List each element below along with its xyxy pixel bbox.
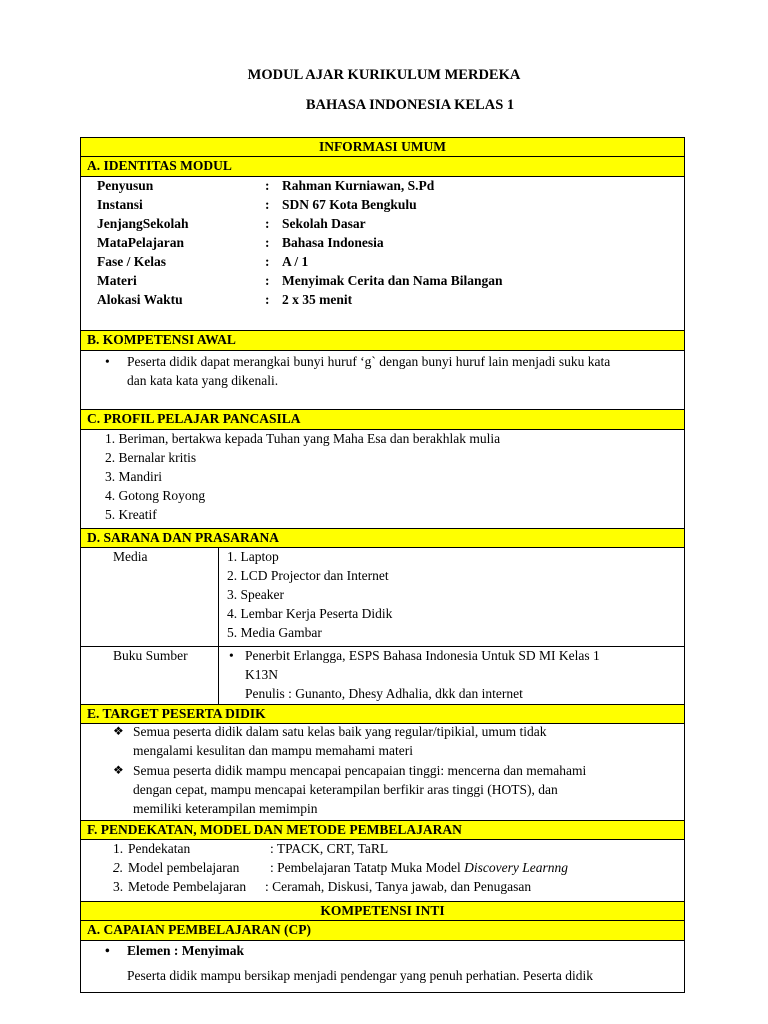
approach-label: Model pembelajaran [128, 860, 240, 875]
sarana-media-row [81, 548, 684, 647]
identity-value: 2 x 35 menit [282, 292, 353, 307]
heading-text: B. KOMPETENSI AWAL [87, 332, 236, 347]
buku-text-line: Penerbit Erlangga, ESPS Bahasa Indonesia Untuk SD MI Kelas 1 [245, 648, 600, 663]
media-item: 5. Media Gambar [227, 625, 322, 640]
list-number: 1. [113, 841, 124, 856]
profil-heading [81, 409, 684, 430]
list-item: 3. Mandiri [105, 469, 162, 484]
identity-label: Penyusun [97, 178, 154, 193]
section-title: INFORMASI UMUM [318, 139, 447, 154]
document-subtitle: BAHASA INDONESIA KELAS 1 [305, 97, 515, 113]
identitas-body [81, 177, 684, 328]
identity-value: SDN 67 Kota Bengkulu [282, 197, 417, 212]
kompetensi-awal-body [81, 351, 684, 409]
identity-label: Materi [97, 273, 137, 288]
identity-colon: : [265, 254, 270, 269]
list-item: 2. Bernalar kritis [105, 450, 197, 465]
media-label: Media [113, 549, 148, 564]
media-item: 1. Laptop [227, 549, 279, 564]
list-item: 5. Kreatif [105, 507, 157, 522]
heading-text: A. CAPAIAN PEMBELAJARAN (CP) [87, 922, 311, 937]
bullet-icon: • [105, 943, 110, 958]
section-title: KOMPETENSI INTI [320, 903, 445, 918]
approach-value: : Pembelajaran Tatatp Muka Model Discovery Learnng [270, 860, 568, 875]
bullet-icon: • [105, 354, 110, 369]
identity-value: Bahasa Indonesia [282, 235, 384, 250]
kompetensi-awal-heading [81, 330, 684, 351]
media-item: 3. Speaker [227, 587, 284, 602]
target-text-line: memiliki keterampilan memimpin [133, 801, 318, 816]
buku-text-line: K13N [245, 667, 278, 682]
heading-text: F. PENDEKATAN, MODEL DAN METODE PEMBELAJARAN [87, 822, 462, 837]
identity-label: Fase / Kelas [97, 254, 166, 269]
identity-colon: : [265, 235, 270, 250]
list-item: 1. Beriman, bertakwa kepada Tuhan yang Maha Esa dan berakhlak mulia [105, 431, 501, 446]
heading-text: C. PROFIL PELAJAR PANCASILA [87, 411, 301, 426]
body-text-line: dan kata kata yang dikenali. [127, 373, 279, 388]
pendekatan-body [81, 840, 684, 901]
media-item: 4. Lembar Kerja Peserta Didik [227, 606, 393, 621]
capaian-heading [81, 921, 684, 941]
identity-label: JenjangSekolah [97, 216, 189, 231]
identity-label: Instansi [97, 197, 143, 212]
buku-label: Buku Sumber [113, 648, 188, 663]
capaian-body [81, 941, 684, 993]
approach-label: Pendekatan [128, 841, 191, 856]
identity-label: MataPelajaran [97, 235, 184, 250]
profil-body [81, 430, 684, 526]
target-text-line: dengan cepat, mampu mencapai keterampilan berfikir aras tinggi (HOTS), dan [133, 782, 558, 797]
identity-value: Sekolah Dasar [282, 216, 366, 231]
target-text-line: Semua peserta didik dalam satu kelas baik yang regular/tipikial, umum tidak [133, 724, 547, 739]
identity-colon: : [265, 273, 270, 288]
target-body [81, 724, 684, 820]
media-item: 2. LCD Projector dan Internet [227, 568, 389, 583]
body-text-line: Peserta didik dapat merangkai bunyi huruf ‘g` dengan bunyi huruf lain menjadi suku kata [127, 354, 611, 369]
section-kompetensi-inti [81, 901, 684, 921]
identity-label: Alokasi Waktu [97, 292, 183, 307]
identity-value: Rahman Kurniawan, S.Pd [282, 178, 435, 193]
identity-colon: : [265, 292, 270, 307]
buku-text-line: Penulis : Gunanto, Dhesy Adhalia, dkk dan internet [245, 686, 523, 701]
section-informasi-umum [81, 138, 684, 157]
identitas-heading [81, 157, 684, 177]
list-number: 3. [113, 879, 124, 894]
target-text-line: Semua peserta didik mampu mencapai pencapaian tinggi: mencerna dan memahami [133, 763, 587, 778]
capaian-text-line: Peserta didik mampu bersikap menjadi pendengar yang penuh perhatian. Peserta didik [127, 968, 593, 983]
bullet-icon: • [229, 648, 234, 663]
identity-colon: : [265, 216, 270, 231]
heading-text: A. IDENTITAS MODUL [87, 158, 232, 173]
heading-text: D. SARANA DAN PRASARANA [87, 530, 280, 545]
identity-colon: : [265, 178, 270, 193]
approach-label: Metode Pembelajaran [128, 879, 247, 894]
module-table [80, 137, 685, 993]
sarana-heading [81, 528, 684, 548]
identity-value: Menyimak Cerita dan Nama Bilangan [282, 273, 503, 288]
target-heading [81, 704, 684, 724]
elemen-title: Elemen : Menyimak [127, 943, 244, 958]
identity-colon: : [265, 197, 270, 212]
target-text-line: mengalami kesulitan dan mampu memahami materi [133, 743, 414, 758]
diamond-bullet-icon: ❖ [113, 763, 124, 777]
approach-value: : TPACK, CRT, TaRL [270, 841, 389, 856]
diamond-bullet-icon: ❖ [113, 724, 124, 738]
list-number: 2. [113, 860, 124, 875]
sarana-buku-row [81, 647, 684, 704]
list-item: 4. Gotong Royong [105, 488, 206, 503]
approach-value: : Ceramah, Diskusi, Tanya jawab, dan Penugasan [265, 879, 532, 894]
heading-text: E. TARGET PESERTA DIDIK [87, 706, 266, 721]
document-title: MODUL AJAR KURIKULUM MERDEKA [247, 67, 521, 83]
identity-value: A / 1 [282, 254, 309, 269]
pendekatan-heading [81, 820, 684, 840]
